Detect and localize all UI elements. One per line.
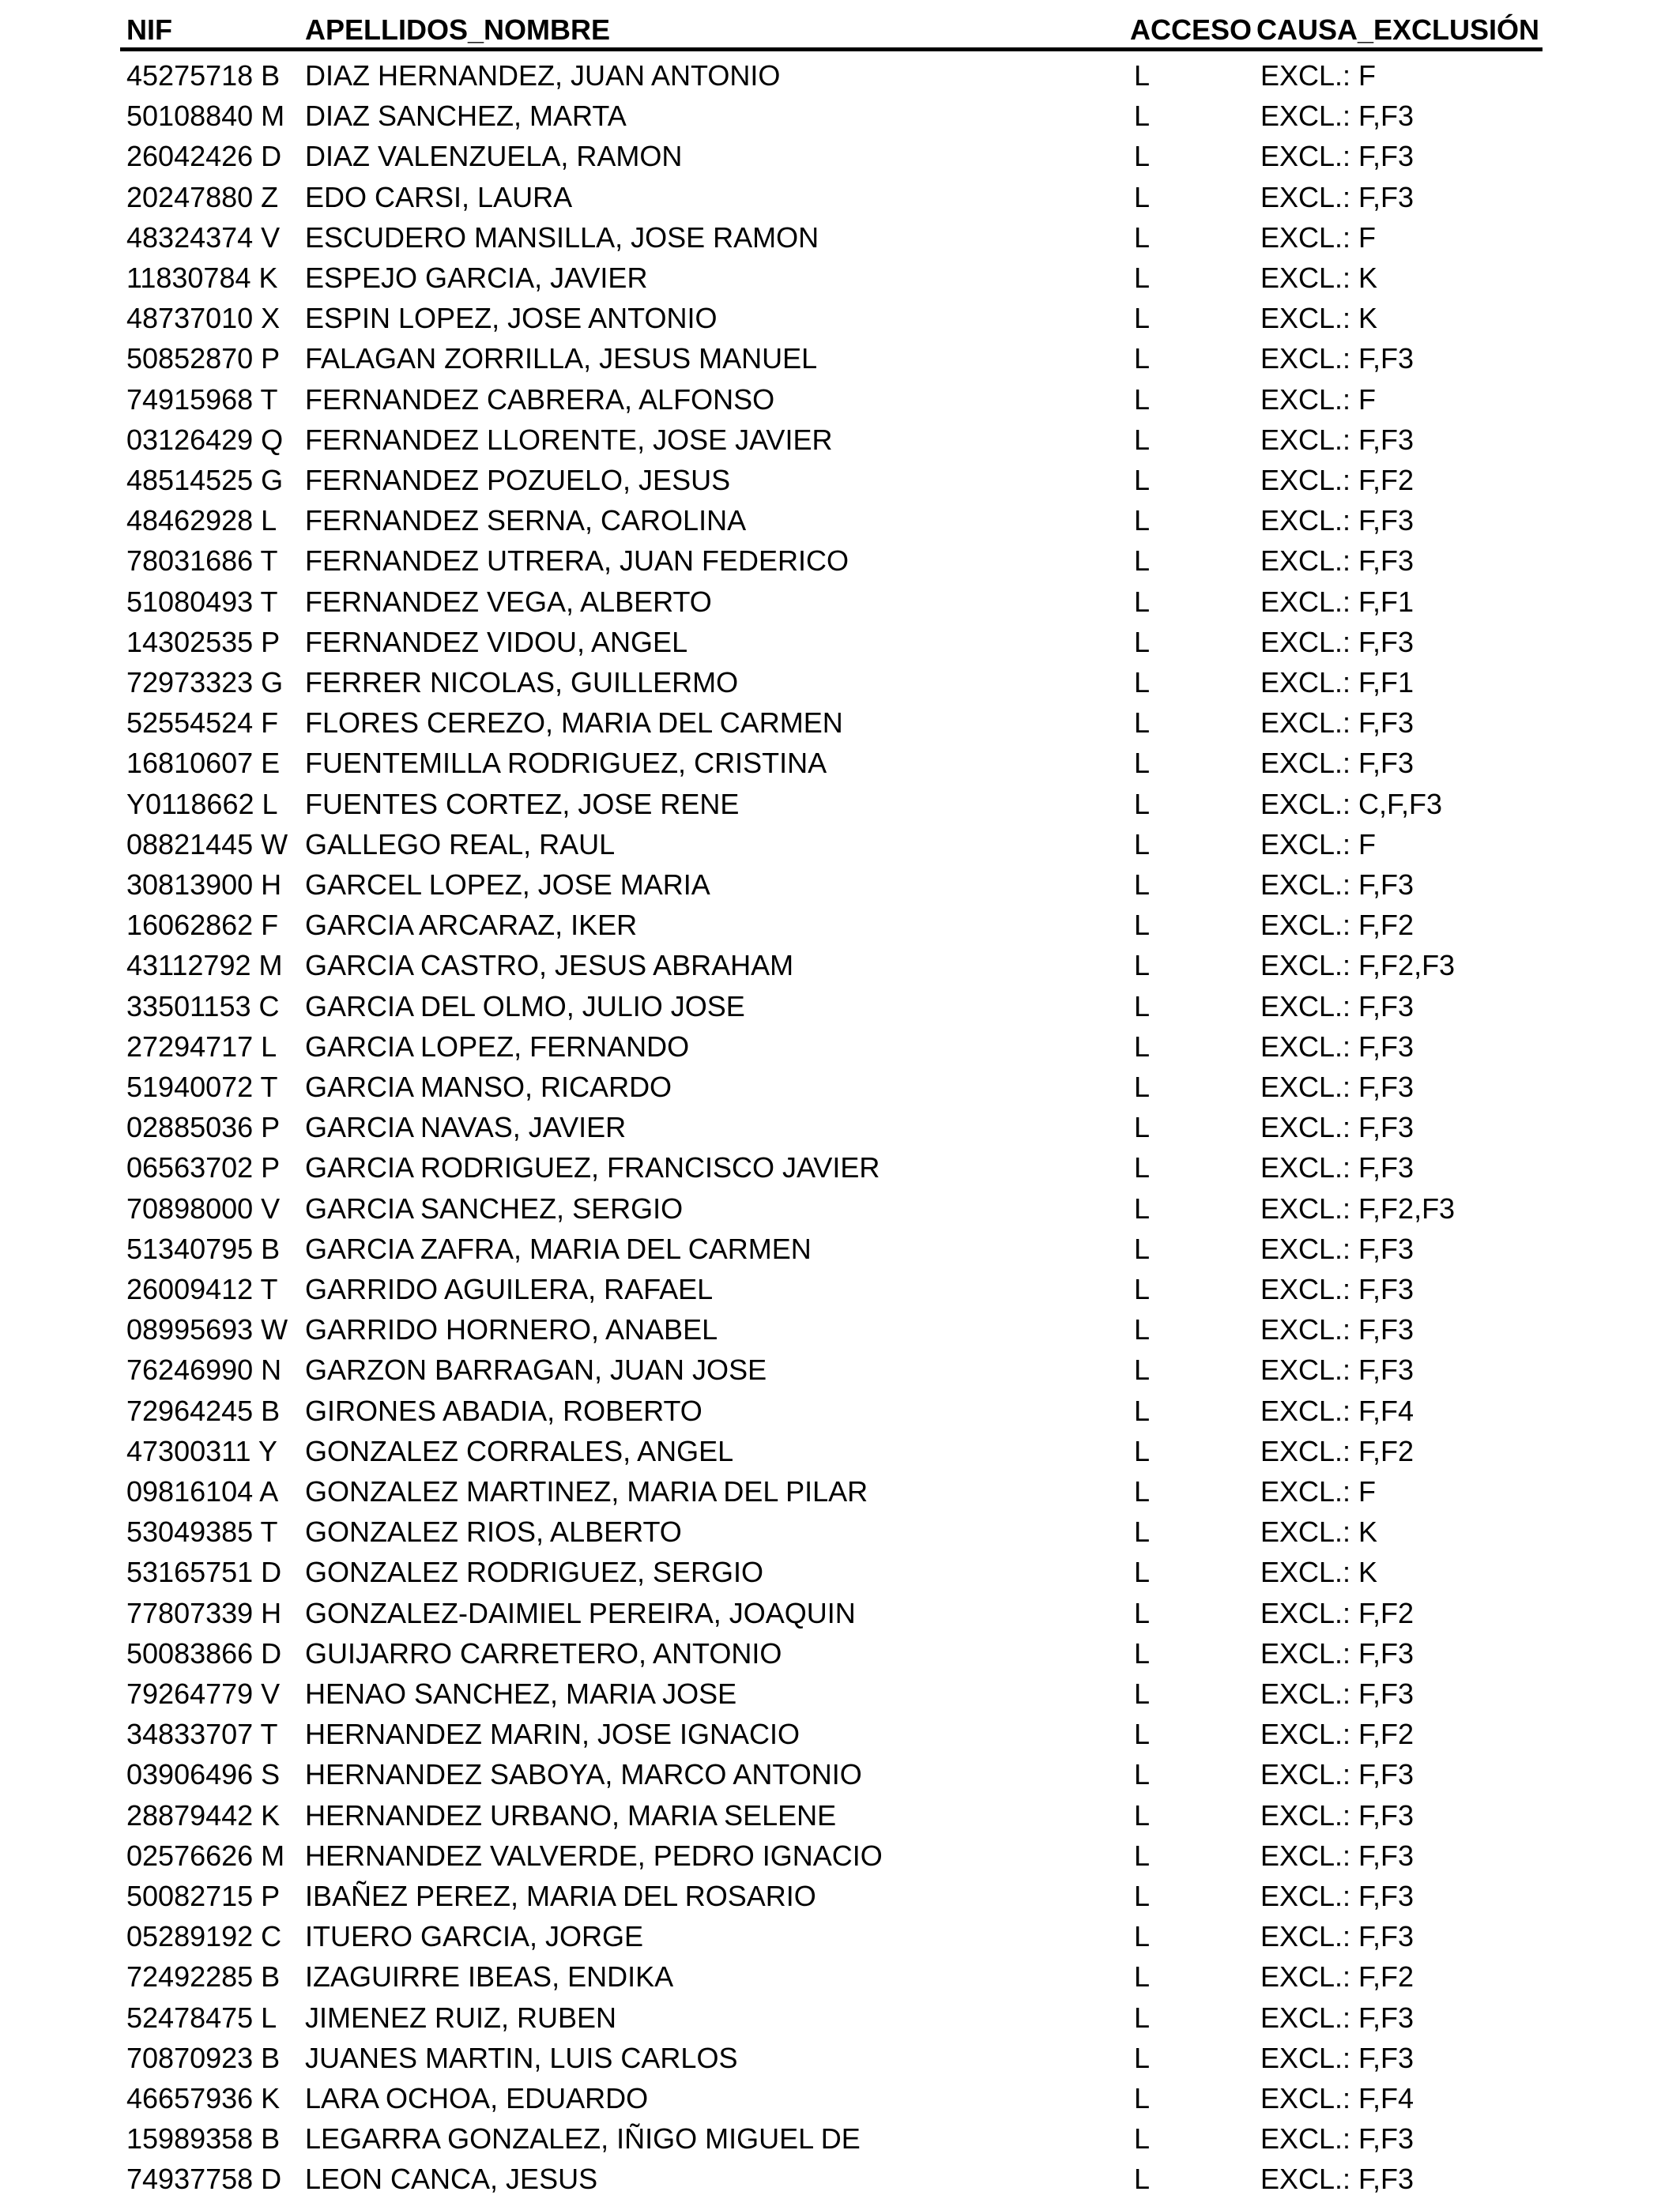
acceso-cell: L — [1134, 1920, 1151, 1953]
nif-cell: 53049385 T — [126, 1516, 278, 1549]
causa-cell: EXCL.: F,F1 — [1260, 585, 1414, 618]
causa-cell: EXCL.: F,F3 — [1260, 2001, 1414, 2034]
causa-cell: EXCL.: F,F4 — [1260, 1394, 1414, 1427]
nif-cell: 08995693 W — [126, 1313, 288, 1346]
table-row — [0, 662, 1680, 702]
table-row — [0, 1026, 1680, 1067]
acceso-cell: L — [1134, 666, 1151, 698]
acceso-cell: L — [1134, 585, 1151, 618]
nif-cell: 51940072 T — [126, 1071, 278, 1103]
table-row — [0, 298, 1680, 338]
name-cell: FERNANDEZ SERNA, CAROLINA — [305, 504, 747, 537]
table-row — [0, 2078, 1680, 2118]
name-cell: FERNANDEZ VIDOU, ANGEL — [305, 625, 688, 658]
nif-cell: 14302535 P — [126, 625, 281, 658]
causa-cell: EXCL.: K — [1260, 1516, 1378, 1549]
nif-cell: 02576626 M — [126, 1839, 285, 1872]
table-row — [0, 258, 1680, 298]
acceso-cell: L — [1134, 2041, 1151, 2074]
nif-cell: 77807339 H — [126, 1596, 282, 1629]
name-cell: FERNANDEZ LLORENTE, JOSE JAVIER — [305, 423, 833, 456]
causa-cell: EXCL.: F,F4 — [1260, 2082, 1414, 2114]
acceso-cell: L — [1134, 1111, 1151, 1144]
table-row — [0, 986, 1680, 1026]
name-cell: GONZALEZ-DAIMIEL PEREIRA, JOAQUIN — [305, 1596, 856, 1629]
acceso-cell: L — [1134, 100, 1151, 133]
acceso-cell: L — [1134, 706, 1151, 740]
table-row — [0, 582, 1680, 622]
causa-cell: EXCL.: F,F2,F3 — [1260, 949, 1456, 982]
causa-cell: EXCL.: F,F3 — [1260, 706, 1414, 740]
table-row — [0, 2159, 1680, 2199]
name-cell: IZAGUIRRE IBEAS, ENDIKA — [305, 1960, 674, 1994]
nif-cell: 50108840 M — [126, 100, 285, 133]
nif-cell: 74937758 D — [126, 2163, 282, 2196]
nif-cell: 28879442 K — [126, 1798, 281, 1832]
acceso-cell: L — [1134, 868, 1151, 901]
acceso-cell: L — [1134, 949, 1151, 982]
acceso-cell: L — [1134, 2122, 1151, 2156]
name-cell: ESPIN LOPEZ, JOSE ANTONIO — [305, 302, 718, 335]
name-cell: HERNANDEZ URBANO, MARIA SELENE — [305, 1798, 837, 1832]
nif-cell: 72492285 B — [126, 1960, 281, 1994]
nif-cell: 43112792 M — [126, 949, 283, 982]
table-row — [0, 1593, 1680, 1633]
table-row — [0, 1309, 1680, 1350]
causa-cell: EXCL.: F — [1260, 220, 1377, 254]
name-cell: JIMENEZ RUIZ, RUBEN — [305, 2001, 617, 2034]
table-row — [0, 500, 1680, 540]
acceso-cell: L — [1134, 625, 1151, 658]
table-row — [0, 1674, 1680, 1714]
table-row — [0, 1916, 1680, 1956]
acceso-cell: L — [1134, 2001, 1151, 2034]
table-row — [0, 1067, 1680, 1107]
causa-cell: EXCL.: K — [1260, 302, 1378, 335]
table-row — [0, 460, 1680, 500]
table-row — [0, 1107, 1680, 1147]
nif-cell: 05289192 C — [126, 1920, 282, 1953]
causa-cell: EXCL.: F,F2 — [1260, 1960, 1414, 1994]
table-row — [0, 622, 1680, 662]
acceso-cell: L — [1134, 1718, 1151, 1751]
table-row — [0, 1754, 1680, 1794]
nif-cell: 51340795 B — [126, 1232, 281, 1265]
nif-cell: 26042426 D — [126, 140, 282, 173]
name-cell: GALLEGO REAL, RAUL — [305, 827, 616, 860]
header-acceso: ACCESO — [1130, 13, 1252, 46]
causa-cell: EXCL.: F,F2 — [1260, 1434, 1414, 1467]
nif-cell: 53165751 D — [126, 1556, 282, 1589]
nif-cell: 33501153 C — [126, 989, 280, 1022]
name-cell: GONZALEZ MARTINEZ, MARIA DEL PILAR — [305, 1475, 868, 1508]
table-row — [0, 702, 1680, 743]
name-cell: GARCIA CASTRO, JESUS ABRAHAM — [305, 949, 794, 982]
acceso-cell: L — [1134, 1394, 1151, 1427]
acceso-cell: L — [1134, 989, 1151, 1022]
table-row — [0, 905, 1680, 945]
nif-cell: 15989358 B — [126, 2122, 281, 2156]
acceso-cell: L — [1134, 1516, 1151, 1549]
causa-cell: EXCL.: F — [1260, 1475, 1377, 1508]
name-cell: ESPEJO GARCIA, JAVIER — [305, 262, 648, 294]
table-row — [0, 1391, 1680, 1431]
name-cell: HERNANDEZ VALVERDE, PEDRO IGNACIO — [305, 1839, 883, 1872]
nif-cell: 16062862 F — [126, 909, 279, 942]
nif-cell: 46657936 K — [126, 2082, 281, 2114]
nif-cell: 06563702 P — [126, 1151, 281, 1184]
acceso-cell: L — [1134, 302, 1151, 335]
causa-cell: EXCL.: F,F3 — [1260, 1071, 1414, 1103]
causa-cell: EXCL.: C,F,F3 — [1260, 787, 1443, 820]
table-row — [0, 96, 1680, 136]
acceso-cell: L — [1134, 180, 1151, 213]
nif-cell: 79264779 V — [126, 1677, 281, 1710]
table-row — [0, 1956, 1680, 1997]
causa-cell: EXCL.: K — [1260, 262, 1378, 294]
table-row — [0, 1147, 1680, 1188]
nif-cell: 11830784 K — [126, 262, 278, 294]
nif-cell: 48324374 V — [126, 220, 281, 254]
causa-cell: EXCL.: F,F3 — [1260, 868, 1414, 901]
acceso-cell: L — [1134, 1677, 1151, 1710]
acceso-cell: L — [1134, 2082, 1151, 2114]
acceso-cell: L — [1134, 1434, 1151, 1467]
causa-cell: EXCL.: F,F3 — [1260, 625, 1414, 658]
name-cell: GONZALEZ RIOS, ALBERTO — [305, 1516, 682, 1549]
nif-cell: 48462928 L — [126, 504, 277, 537]
causa-cell: EXCL.: F,F3 — [1260, 1920, 1414, 1953]
name-cell: GUIJARRO CARRETERO, ANTONIO — [305, 1636, 782, 1670]
acceso-cell: L — [1134, 262, 1151, 294]
causa-cell: EXCL.: F,F3 — [1260, 1232, 1414, 1265]
causa-cell: EXCL.: F,F3 — [1260, 2122, 1414, 2156]
causa-cell: EXCL.: F — [1260, 827, 1377, 860]
table-row — [0, 1714, 1680, 1754]
name-cell: FERNANDEZ POZUELO, JESUS — [305, 464, 731, 496]
nif-cell: 50083866 D — [126, 1636, 282, 1670]
acceso-cell: L — [1134, 382, 1151, 416]
causa-cell: EXCL.: F,F2 — [1260, 909, 1414, 942]
nif-cell: 02885036 P — [126, 1111, 281, 1144]
name-cell: FERNANDEZ VEGA, ALBERTO — [305, 585, 712, 618]
acceso-cell: L — [1134, 787, 1151, 820]
causa-cell: EXCL.: F,F3 — [1260, 1273, 1414, 1305]
acceso-cell: L — [1134, 1798, 1151, 1832]
name-cell: FUENTEMILLA RODRIGUEZ, CRISTINA — [305, 747, 827, 780]
causa-cell: EXCL.: F,F3 — [1260, 1880, 1414, 1912]
table-row — [0, 1471, 1680, 1512]
name-cell: IBAÑEZ PEREZ, MARIA DEL ROSARIO — [305, 1880, 816, 1912]
nif-cell: 45275718 B — [126, 59, 281, 92]
causa-cell: EXCL.: F — [1260, 382, 1377, 416]
causa-cell: EXCL.: F,F3 — [1260, 1030, 1414, 1063]
nif-cell: 16810607 E — [126, 747, 281, 780]
name-cell: FLORES CEREZO, MARIA DEL CARMEN — [305, 706, 843, 740]
name-cell: GARZON BARRAGAN, JUAN JOSE — [305, 1354, 767, 1387]
causa-cell: EXCL.: F,F3 — [1260, 342, 1414, 375]
causa-cell: EXCL.: K — [1260, 1556, 1378, 1589]
table-row — [0, 1350, 1680, 1390]
nif-cell: 50082715 P — [126, 1880, 281, 1912]
table-row — [0, 1876, 1680, 1916]
name-cell: ITUERO GARCIA, JORGE — [305, 1920, 644, 1953]
causa-cell: EXCL.: F,F3 — [1260, 989, 1414, 1022]
acceso-cell: L — [1134, 747, 1151, 780]
table-row — [0, 136, 1680, 176]
header-nif: NIF — [126, 13, 172, 46]
nif-cell: 72964245 B — [126, 1394, 281, 1427]
causa-cell: EXCL.: F,F3 — [1260, 747, 1414, 780]
causa-cell: EXCL.: F,F3 — [1260, 140, 1414, 173]
acceso-cell: L — [1134, 1596, 1151, 1629]
causa-cell: EXCL.: F,F3 — [1260, 1839, 1414, 1872]
table-row — [0, 824, 1680, 864]
causa-cell: EXCL.: F,F3 — [1260, 180, 1414, 213]
nif-cell: 08821445 W — [126, 827, 288, 860]
acceso-cell: L — [1134, 1475, 1151, 1508]
nif-cell: 03126429 Q — [126, 423, 284, 456]
causa-cell: EXCL.: F — [1260, 59, 1377, 92]
acceso-cell: L — [1134, 1071, 1151, 1103]
table-row — [0, 540, 1680, 581]
causa-cell: EXCL.: F,F2 — [1260, 1596, 1414, 1629]
causa-cell: EXCL.: F,F3 — [1260, 544, 1414, 578]
name-cell: GIRONES ABADIA, ROBERTO — [305, 1394, 703, 1427]
acceso-cell: L — [1134, 59, 1151, 92]
table-row — [0, 177, 1680, 217]
name-cell: GONZALEZ CORRALES, ANGEL — [305, 1434, 734, 1467]
nif-cell: 34833707 T — [126, 1718, 278, 1751]
name-cell: GARCIA ARCARAZ, IKER — [305, 909, 638, 942]
name-cell: FERRER NICOLAS, GUILLERMO — [305, 666, 739, 698]
nif-cell: 72973323 G — [126, 666, 284, 698]
nif-cell: 27294717 L — [126, 1030, 277, 1063]
table-row — [0, 217, 1680, 258]
name-cell: GARCIA RODRIGUEZ, FRANCISCO JAVIER — [305, 1151, 880, 1184]
nif-cell: 76246990 N — [126, 1354, 282, 1387]
name-cell: GARRIDO AGUILERA, RAFAEL — [305, 1273, 714, 1305]
header-divider — [120, 47, 1543, 51]
name-cell: LEON CANCA, JESUS — [305, 2163, 598, 2196]
table-row — [0, 1431, 1680, 1471]
nif-cell: 52554524 F — [126, 706, 279, 740]
table-row — [0, 2038, 1680, 2078]
name-cell: EDO CARSI, LAURA — [305, 180, 573, 213]
name-cell: DIAZ HERNANDEZ, JUAN ANTONIO — [305, 59, 781, 92]
name-cell: LARA OCHOA, EDUARDO — [305, 2082, 649, 2114]
nif-cell: 20247880 Z — [126, 180, 279, 213]
header-causa-exclusion: CAUSA_EXCLUSIÓN — [1256, 13, 1540, 46]
name-cell: FALAGAN ZORRILLA, JESUS MANUEL — [305, 342, 818, 375]
table-row — [0, 1633, 1680, 1674]
name-cell: GARCIA SANCHEZ, SERGIO — [305, 1192, 684, 1225]
acceso-cell: L — [1134, 1273, 1151, 1305]
table-row — [0, 1552, 1680, 1592]
nif-cell: 03906496 S — [126, 1758, 281, 1791]
acceso-cell: L — [1134, 1313, 1151, 1346]
acceso-cell: L — [1134, 2163, 1151, 2196]
causa-cell: EXCL.: F,F3 — [1260, 504, 1414, 537]
causa-cell: EXCL.: F,F3 — [1260, 1151, 1414, 1184]
table-row — [0, 1795, 1680, 1836]
acceso-cell: L — [1134, 423, 1151, 456]
name-cell: DIAZ SANCHEZ, MARTA — [305, 100, 627, 133]
table-row — [0, 784, 1680, 824]
name-cell: GARCIA MANSO, RICARDO — [305, 1071, 672, 1103]
name-cell: GARRIDO HORNERO, ANABEL — [305, 1313, 718, 1346]
name-cell: FERNANDEZ CABRERA, ALFONSO — [305, 382, 775, 416]
causa-cell: EXCL.: F,F1 — [1260, 666, 1414, 698]
name-cell: HERNANDEZ MARIN, JOSE IGNACIO — [305, 1718, 800, 1751]
table-row — [0, 1229, 1680, 1269]
name-cell: GARCIA NAVAS, JAVIER — [305, 1111, 627, 1144]
nif-cell: 09816104 A — [126, 1475, 279, 1508]
acceso-cell: L — [1134, 1636, 1151, 1670]
name-cell: GARCIA DEL OLMO, JULIO JOSE — [305, 989, 745, 1022]
table-row — [0, 1836, 1680, 1876]
nif-cell: 48514525 G — [126, 464, 284, 496]
table-row — [0, 379, 1680, 420]
table-row — [0, 338, 1680, 378]
causa-cell: EXCL.: F,F3 — [1260, 1758, 1414, 1791]
causa-cell: EXCL.: F,F3 — [1260, 1798, 1414, 1832]
causa-cell: EXCL.: F,F3 — [1260, 2041, 1414, 2074]
table-row — [0, 743, 1680, 783]
name-cell: HERNANDEZ SABOYA, MARCO ANTONIO — [305, 1758, 862, 1791]
table-row — [0, 2118, 1680, 2159]
acceso-cell: L — [1134, 1192, 1151, 1225]
nif-cell: 50852870 P — [126, 342, 281, 375]
table-row — [0, 1269, 1680, 1309]
causa-cell: EXCL.: F,F3 — [1260, 1313, 1414, 1346]
name-cell: DIAZ VALENZUELA, RAMON — [305, 140, 683, 173]
table-row — [0, 1512, 1680, 1552]
acceso-cell: L — [1134, 1151, 1151, 1184]
causa-cell: EXCL.: F,F3 — [1260, 1354, 1414, 1387]
table-row — [0, 945, 1680, 985]
acceso-cell: L — [1134, 1758, 1151, 1791]
causa-cell: EXCL.: F,F3 — [1260, 2163, 1414, 2196]
name-cell: FERNANDEZ UTRERA, JUAN FEDERICO — [305, 544, 849, 578]
nif-cell: 26009412 T — [126, 1273, 278, 1305]
acceso-cell: L — [1134, 544, 1151, 578]
name-cell: GARCIA LOPEZ, FERNANDO — [305, 1030, 690, 1063]
acceso-cell: L — [1134, 827, 1151, 860]
acceso-cell: L — [1134, 1232, 1151, 1265]
acceso-cell: L — [1134, 1030, 1151, 1063]
name-cell: GONZALEZ RODRIGUEZ, SERGIO — [305, 1556, 764, 1589]
name-cell: ESCUDERO MANSILLA, JOSE RAMON — [305, 220, 819, 254]
causa-cell: EXCL.: F,F2 — [1260, 464, 1414, 496]
table-row — [0, 420, 1680, 460]
nif-cell: 52478475 L — [126, 2001, 277, 2034]
acceso-cell: L — [1134, 1556, 1151, 1589]
nif-cell: 47300311 Y — [126, 1434, 277, 1467]
acceso-cell: L — [1134, 1354, 1151, 1387]
nif-cell: 70898000 V — [126, 1192, 281, 1225]
acceso-cell: L — [1134, 342, 1151, 375]
acceso-cell: L — [1134, 1880, 1151, 1912]
acceso-cell: L — [1134, 909, 1151, 942]
nif-cell: Y0118662 L — [126, 787, 278, 820]
acceso-cell: L — [1134, 1960, 1151, 1994]
table-header — [0, 9, 1680, 50]
nif-cell: 78031686 T — [126, 544, 278, 578]
name-cell: JUANES MARTIN, LUIS CARLOS — [305, 2041, 738, 2074]
table-row — [0, 55, 1680, 96]
table-row — [0, 864, 1680, 905]
table-row — [0, 1998, 1680, 2038]
causa-cell: EXCL.: F,F2,F3 — [1260, 1192, 1456, 1225]
name-cell: HENAO SANCHEZ, MARIA JOSE — [305, 1677, 737, 1710]
nif-cell: 74915968 T — [126, 382, 278, 416]
header-apellidos-nombre: APELLIDOS_NOMBRE — [305, 13, 611, 46]
nif-cell: 30813900 H — [126, 868, 282, 901]
nif-cell: 48737010 X — [126, 302, 281, 335]
causa-cell: EXCL.: F,F3 — [1260, 100, 1414, 133]
name-cell: GARCIA ZAFRA, MARIA DEL CARMEN — [305, 1232, 812, 1265]
name-cell: LEGARRA GONZALEZ, IÑIGO MIGUEL DE — [305, 2122, 861, 2156]
name-cell: GARCEL LOPEZ, JOSE MARIA — [305, 868, 710, 901]
name-cell: FUENTES CORTEZ, JOSE RENE — [305, 787, 740, 820]
acceso-cell: L — [1134, 504, 1151, 537]
table-row — [0, 1188, 1680, 1229]
acceso-cell: L — [1134, 464, 1151, 496]
acceso-cell: L — [1134, 140, 1151, 173]
causa-cell: EXCL.: F,F2 — [1260, 1718, 1414, 1751]
causa-cell: EXCL.: F,F3 — [1260, 423, 1414, 456]
causa-cell: EXCL.: F,F3 — [1260, 1677, 1414, 1710]
causa-cell: EXCL.: F,F3 — [1260, 1636, 1414, 1670]
nif-cell: 70870923 B — [126, 2041, 281, 2074]
causa-cell: EXCL.: F,F3 — [1260, 1111, 1414, 1144]
acceso-cell: L — [1134, 220, 1151, 254]
acceso-cell: L — [1134, 1839, 1151, 1872]
nif-cell: 51080493 T — [126, 585, 278, 618]
